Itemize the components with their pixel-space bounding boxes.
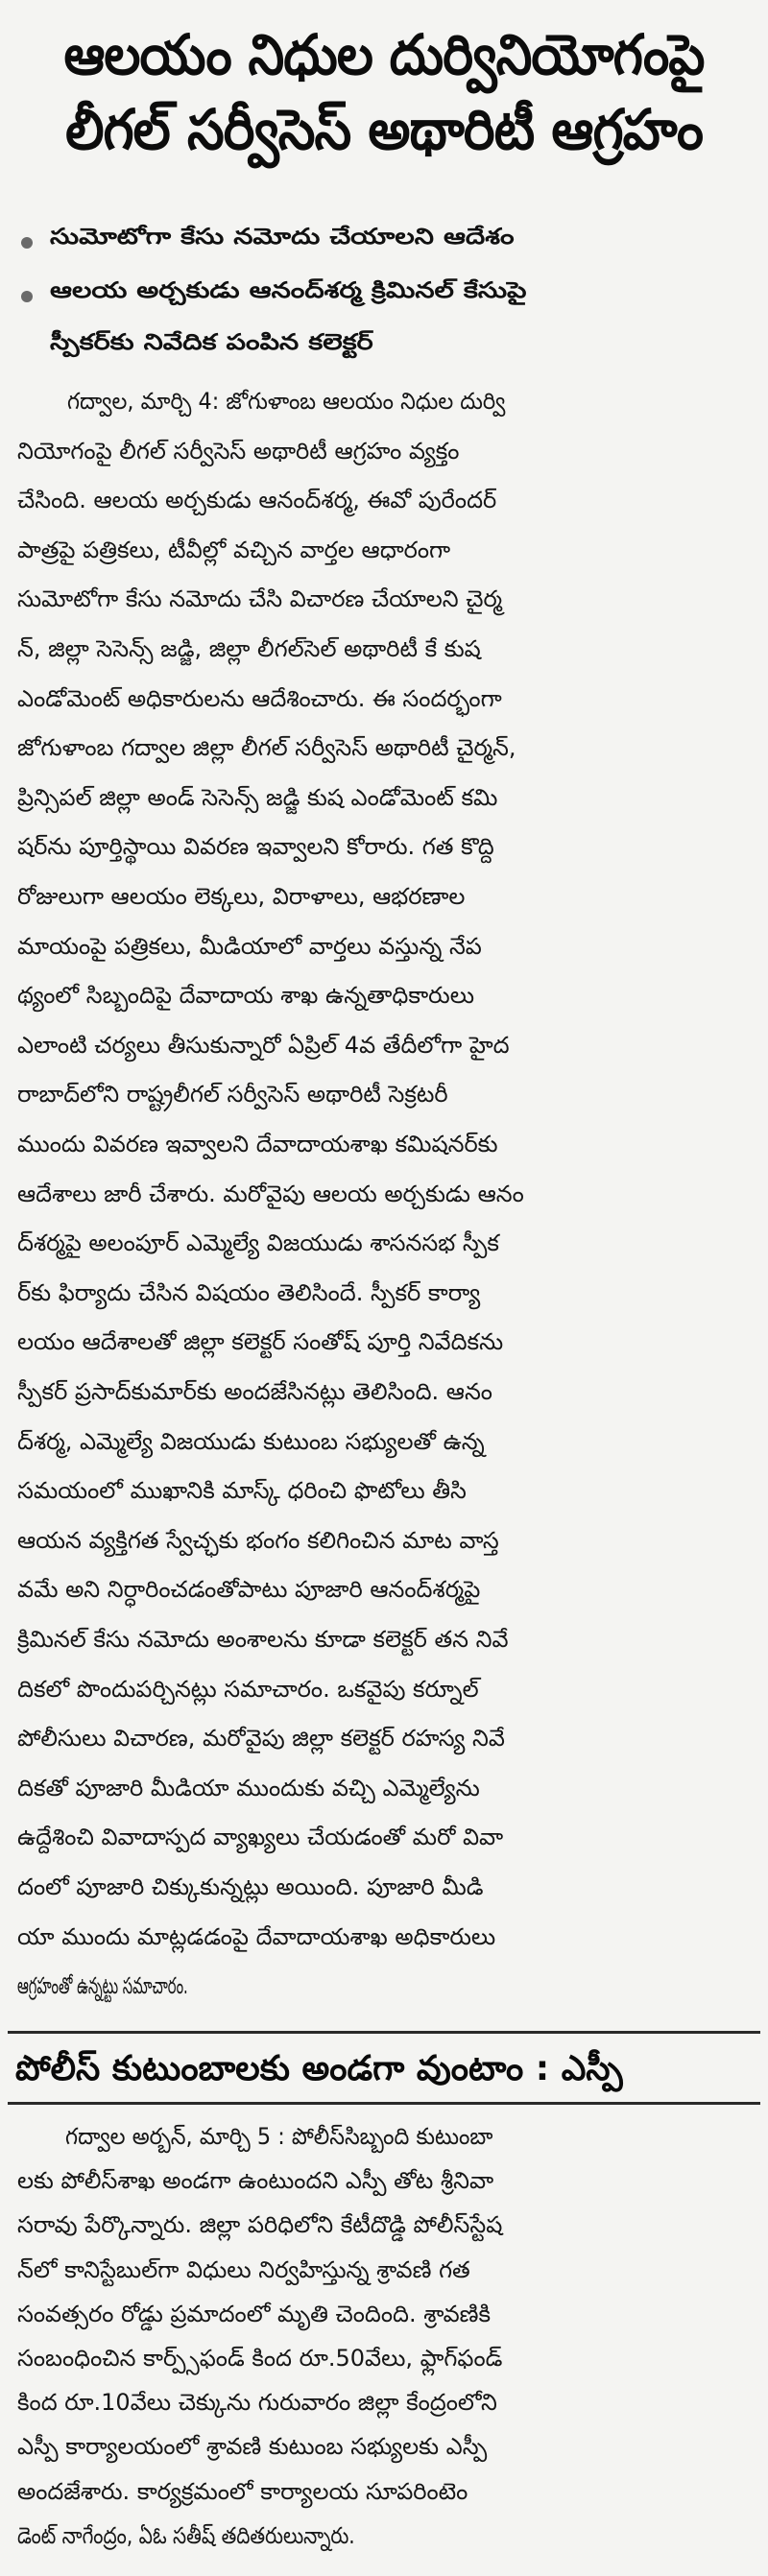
article-line: కింద రూ.10వేలు చెక్కును గురువారం జిల్లా కేంద్రంలోని xyxy=(17,2389,497,2416)
article-line: రాబాద్‌లోని రాష్ట్రలీగల్ సర్వీసెస్ అథారిటీ సెక్రటరీ xyxy=(17,1081,448,1108)
article-line: దికలో పొందుపర్చినట్లు సమాచారం. ఒకవైపు కర్నూల్ xyxy=(17,1676,479,1703)
article-line: న్, జిల్లా సెసెన్స్ జడ్జి, జిల్లా లీగల్‌సెల్ అథారిటీ కే కుష xyxy=(17,635,481,662)
article-line: రోజులుగా ఆలయం లెక్కలు, విరాళాలు, ఆభరణాల xyxy=(17,883,466,910)
article-line: సమయంలో ముఖానికి మాస్క్ ధరించి ఫొటోలు తీసి xyxy=(17,1477,467,1504)
article-line: ద్‌శర్మ, ఎమ్మెల్యే విజయుడు కుటుంబ సభ్యులతో ఉన్న xyxy=(17,1428,485,1455)
bullet-text: సుమోటోగా కేసు నమోదు చేయాలని ఆదేశం xyxy=(50,225,515,250)
article-line: క్రిమినల్ కేసు నమోదు అంశాలను కూడా కలెక్టర్ తన నివే xyxy=(17,1626,509,1653)
section-divider xyxy=(8,2102,760,2105)
article-line: ఆయన వ్యక్తిగత స్వేచ్ఛకు భంగం కలిగించిన మాట వాస్త xyxy=(17,1527,499,1554)
article-line: గద్వాల అర్బన్, మార్చి 5 : పోలీస్‌సిబ్బంది కుటుంబా xyxy=(65,2123,493,2150)
article-line: సుమోటోగా కేసు నమోదు చేసి విచారణ చేయాలని చైర్మ xyxy=(17,585,503,612)
article-line: అందజేశారు. కార్యక్రమంలో కార్యాలయ సూపరింటెం xyxy=(17,2478,468,2505)
article-line: మాయంపై పత్రికలు, మీడియాలో వార్తలు వస్తున్న నేప xyxy=(17,933,482,960)
article-line: వమే అని నిర్ధారించడంతోపాటు పూజారి ఆనంద్‌శర్మపై xyxy=(17,1576,481,1603)
article-line: ముందు వివరణ ఇవ్వాలని దేవాదాయశాఖ కమిషనర్‌కు xyxy=(17,1131,498,1157)
section-divider xyxy=(8,2031,760,2034)
article-line: నియోగంపై లీగల్ సర్వీసెస్ అథారిటీ ఆగ్రహం వ్యక్తం xyxy=(17,438,460,465)
bullet-icon xyxy=(21,237,33,249)
bullet-text: ఆలయ అర్చకుడు ఆనంద్‌శర్మ క్రిమినల్ కేసుపై xyxy=(50,278,527,303)
article-line: యా ముందు మాట్లడడంపై దేవాదాయశాఖ అధికారులు xyxy=(17,1923,496,1950)
article-line: ర్‌కు ఫిర్యాదు చేసిన విషయం తెలిసిందే. స్పీకర్ కార్యా xyxy=(17,1279,481,1306)
article-line: సరావు పేర్కొన్నారు. జిల్లా పరిధిలోని కేటీదొడ్డి పోలీస్‌స్టేష xyxy=(17,2211,503,2238)
article-line: గద్వాల, మార్చి 4: జోగుళాంబ ఆలయం నిధుల దుర్వి xyxy=(67,388,506,415)
article-line: న్‌లో కానిస్టేబుల్‌గా విధులు నిర్వహిస్తున్న శ్రావణి గత xyxy=(17,2256,470,2283)
article-line: ఎలాంటి చర్యలు తీసుకున్నారో ఏప్రిల్ 4వ తేదీలోగా హైద xyxy=(17,1032,510,1059)
article-line: షర్‌ను పూర్తిస్థాయి వివరణ ఇవ్వాలని కోరారు. గత కొద్ది xyxy=(17,833,494,860)
article-line: జోగుళాంబ గద్వాల జిల్లా లీగల్ సర్వీసెస్ అథారిటీ చైర్మన్, xyxy=(17,734,516,761)
bullet-text: స్పీకర్‌కు నివేదిక పంపిన కలెక్టర్ xyxy=(50,330,373,355)
article-line: ఉద్దేశించి వివాదాస్పద వ్యాఖ్యలు చేయడంతో మరో వివా xyxy=(17,1824,504,1850)
bullet-icon xyxy=(21,291,33,302)
article-line: లకు పోలీస్‌శాఖ అండగా ఉంటుందని ఎస్పీ తోట శ్రీనివా xyxy=(17,2167,494,2194)
article-line: ఆగ్రహంతో ఉన్నట్టు సమాచారం. xyxy=(17,1972,188,1999)
article-line: ప్రిన్సిపల్ జిల్లా అండ్ సెసెన్స్ జడ్జి కుష ఎండోమెంట్ కమి xyxy=(17,784,498,811)
article-line: దికతో పూజారి మీడియా ముందుకు వచ్చి ఎమ్మెల్యేను xyxy=(17,1775,480,1801)
headline-line-2: లీగల్ సర్వీసెస్ అథారిటీ ఆగ్రహం xyxy=(65,97,703,162)
article-line: చేసింది. ఆలయ అర్చకుడు ఆనంద్‌శర్మ, ఈవో పురేందర్ xyxy=(17,487,497,513)
article-line: ద్‌శర్మపై అలంపూర్ ఎమ్మెల్యే విజయుడు శాసనసభ స్పీక xyxy=(17,1229,499,1256)
article-line: ఎస్పీ కార్యాలయంలో శ్రావణి కుటుంబ సభ్యులకు ఎస్పీ xyxy=(17,2433,488,2460)
headline-line-1: ఆలయం నిధుల దుర్వినియోగంపై xyxy=(63,22,705,87)
article-line: పాత్రపై పత్రికలు, టీవీల్లో వచ్చిన వార్తల ఆధారంగా xyxy=(17,537,451,563)
article-line: పోలీసులు విచారణ, మరోవైపు జిల్లా కలెక్టర్ రహస్య నివే xyxy=(17,1725,505,1752)
article-line: డెంట్ నాగేంద్రం, ఏఓ సతీష్ తదితరులున్నారు. xyxy=(17,2522,355,2549)
article-line: సంబంధించిన కార్ప్స్‌ఫండ్ కింద రూ.50వేలు, ఫ్లాగ్‌ఫండ్ xyxy=(17,2345,503,2372)
article-line: దంలో పూజారి చిక్కుకున్నట్లు అయింది. పూజారి మీడి xyxy=(17,1873,484,1900)
article-line: స్పీకర్ ప్రసాద్‌కుమార్‌కు అందజేసినట్లు తెలిసింది. ఆనం xyxy=(17,1378,492,1405)
article-line: థ్యంలో సిబ్బందిపై దేవాదాయ శాఖ ఉన్నతాధికారులు xyxy=(17,982,475,1009)
article-line: ఆదేశాలు జారీ చేశారు. మరోవైపు ఆలయ అర్చకుడు ఆనం xyxy=(17,1181,524,1207)
article-line: ఎండోమెంట్ అధికారులను ఆదేశించారు. ఈ సందర్భంగా xyxy=(17,685,502,712)
article-line: సంవత్సరం రోడ్డు ప్రమాదంలో మృతి చెందింది. శ్రావణికి xyxy=(17,2301,492,2327)
article-line: లయం ఆదేశాలతో జిల్లా కలెక్టర్ సంతోష్ పూర్తి నివేదికను xyxy=(17,1328,504,1355)
article-2-headline: పోలీస్ కుటుంబాలకు అండగా వుంటాం : ఎస్పీ xyxy=(15,2049,623,2088)
